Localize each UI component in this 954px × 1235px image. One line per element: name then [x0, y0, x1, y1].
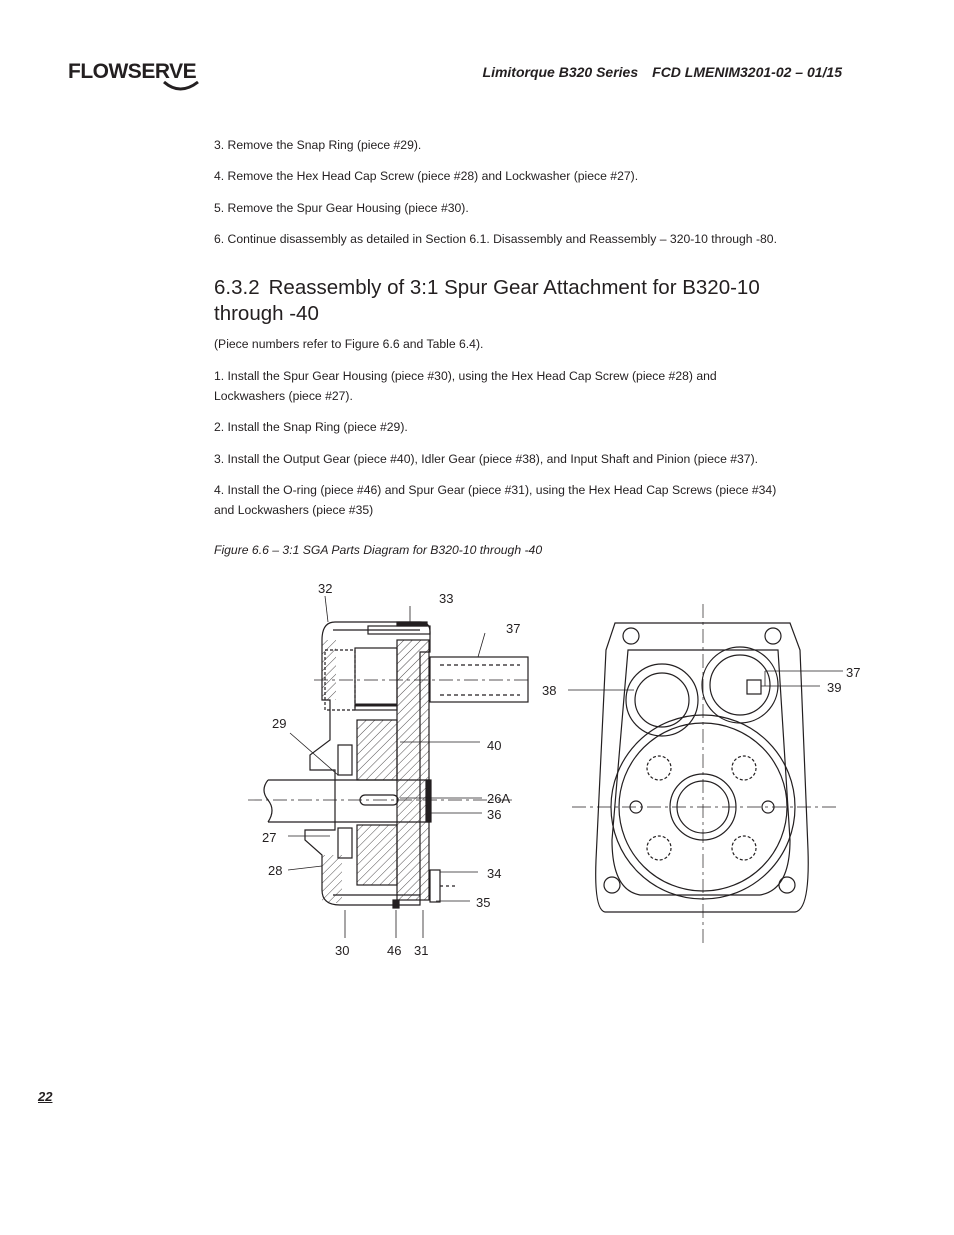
section-note: (Piece numbers refer to Figure 6.6 and Table 6.4). — [214, 337, 484, 351]
flowserve-logo — [68, 56, 208, 96]
header-doc-code: FCD LMENIM3201-02 – 01/15 — [652, 64, 842, 80]
parts-diagram-drawing — [240, 574, 880, 966]
step-4-line-1: 4. Install the O-ring (piece #46) and Spur Gear (piece #31), using the Hex Head Cap Screws (piece #34) — [214, 483, 777, 497]
label-28: 28 — [268, 863, 283, 878]
label-31: 31 — [414, 943, 429, 958]
running-header — [483, 64, 842, 80]
step-1-line-1: 1. Install the Spur Gear Housing (piece #30), using the Hex Head Cap Screw (piece #28) and — [214, 369, 717, 383]
logo-graphic — [68, 56, 208, 96]
label-26a: 26A — [487, 791, 511, 806]
label-38: 38 — [542, 683, 557, 698]
step-4-line-2: and Lockwashers (piece #35) — [214, 503, 374, 517]
reassembly-step-1 — [214, 366, 717, 406]
logo-swoosh — [164, 82, 198, 89]
label-39: 39 — [827, 680, 842, 695]
page-number: 22 — [38, 1089, 53, 1104]
reassembly-step-4 — [214, 480, 776, 520]
step-5-remove: 5. Remove the Spur Gear Housing (piece #30). — [214, 201, 469, 215]
logo-text: FLOWSERVE — [68, 60, 197, 83]
label-40: 40 — [487, 738, 502, 753]
label-34: 34 — [487, 866, 502, 881]
step-3-remove: 3. Remove the Snap Ring (piece #29). — [214, 138, 422, 152]
section-view — [248, 596, 528, 938]
figure-caption: Figure 6.6 – 3:1 SGA Parts Diagram for B320-10 through -40 — [214, 543, 543, 557]
label-36: 36 — [487, 807, 502, 822]
label-29: 29 — [272, 716, 287, 731]
label-46: 46 — [387, 943, 402, 958]
label-37-shaft: 37 — [506, 621, 521, 636]
end-view — [568, 604, 843, 944]
section-title: Reassembly of 3:1 Spur Gear Attachment for B320-10 through -40 — [214, 276, 760, 325]
label-30: 30 — [335, 943, 350, 958]
step-1-line-2: Lockwashers (piece #27). — [214, 389, 353, 403]
section-heading — [214, 275, 774, 327]
step-6-continue: 6. Continue disassembly as detailed in Section 6.1. Disassembly and Reassembly – 320-10 through -80. — [214, 232, 777, 246]
reassembly-step-2: 2. Install the Snap Ring (piece #29). — [214, 420, 408, 434]
label-32: 32 — [318, 581, 333, 596]
step-4-remove: 4. Remove the Hex Head Cap Screw (piece #28) and Lockwasher (piece #27). — [214, 169, 639, 183]
section-number: 6.3.2 — [214, 276, 260, 299]
reassembly-step-3: 3. Install the Output Gear (piece #40), Idler Gear (piece #38), and Input Shaft and Pinion (piece #37). — [214, 452, 759, 466]
label-35: 35 — [476, 895, 491, 910]
parts-diagram — [240, 574, 880, 966]
label-33: 33 — [439, 591, 454, 606]
label-27: 27 — [262, 830, 277, 845]
header-product: Limitorque B320 Series — [482, 64, 639, 80]
label-37-endview: 37 — [846, 665, 861, 680]
